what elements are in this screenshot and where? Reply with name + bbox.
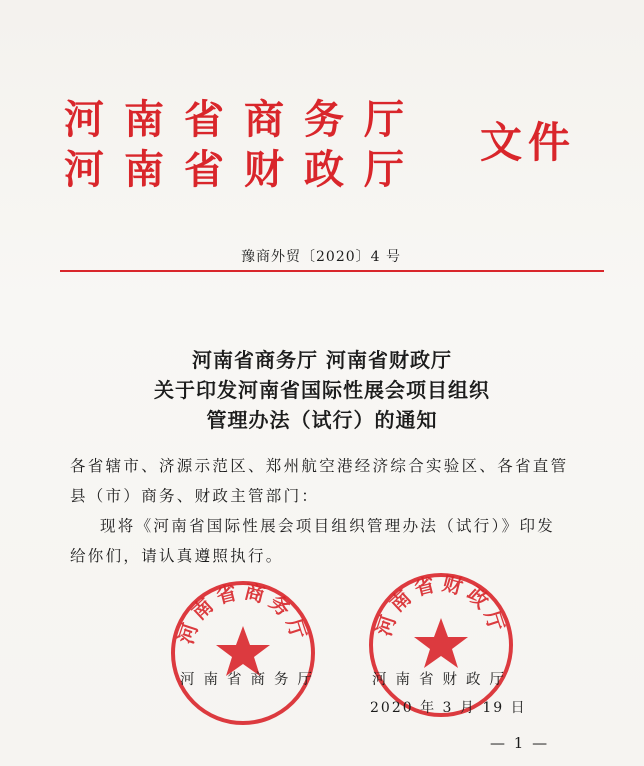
signatory-finance: 河南省财政厅: [372, 672, 513, 688]
issuer-line-2: 河南省财政厅: [64, 146, 424, 193]
signatory-commerce: 河南省商务厅: [180, 672, 321, 688]
red-divider: [60, 270, 604, 272]
body-paragraph-line-2: 给你们，请认真遵照执行。: [70, 547, 284, 565]
recipients-line-2: 县（市）商务、财政主管部门：: [70, 487, 320, 505]
recipients-line-1: 各省辖市、济源示范区、郑州航空港经济综合实验区、各省直管: [70, 457, 569, 475]
seal-2-text: 河南省财政厅: [371, 570, 511, 639]
issue-date: 2020 年 3 月 19 日: [370, 700, 527, 716]
title-line-3: 管理办法（试行）的通知: [206, 408, 438, 432]
page-number: — 1 —: [490, 734, 550, 752]
document-word: 文件: [480, 118, 577, 167]
bleed-through-text: [120, 50, 640, 75]
seal-1-text: 河南省商务厅: [173, 578, 313, 647]
title-line-2: 关于印发河南省国际性展会项目组织: [154, 378, 490, 402]
commerce-dept-seal: [168, 578, 318, 728]
document-number: 豫商外贸〔2020〕4 号: [241, 249, 401, 265]
body-paragraph-line-1: 现将《河南省国际性展会项目组织管理办法（试行）》印发: [100, 517, 556, 535]
issuer-line-1: 河南省商务厅: [64, 96, 424, 143]
title-line-1: 河南省商务厅 河南省财政厅: [192, 348, 452, 372]
